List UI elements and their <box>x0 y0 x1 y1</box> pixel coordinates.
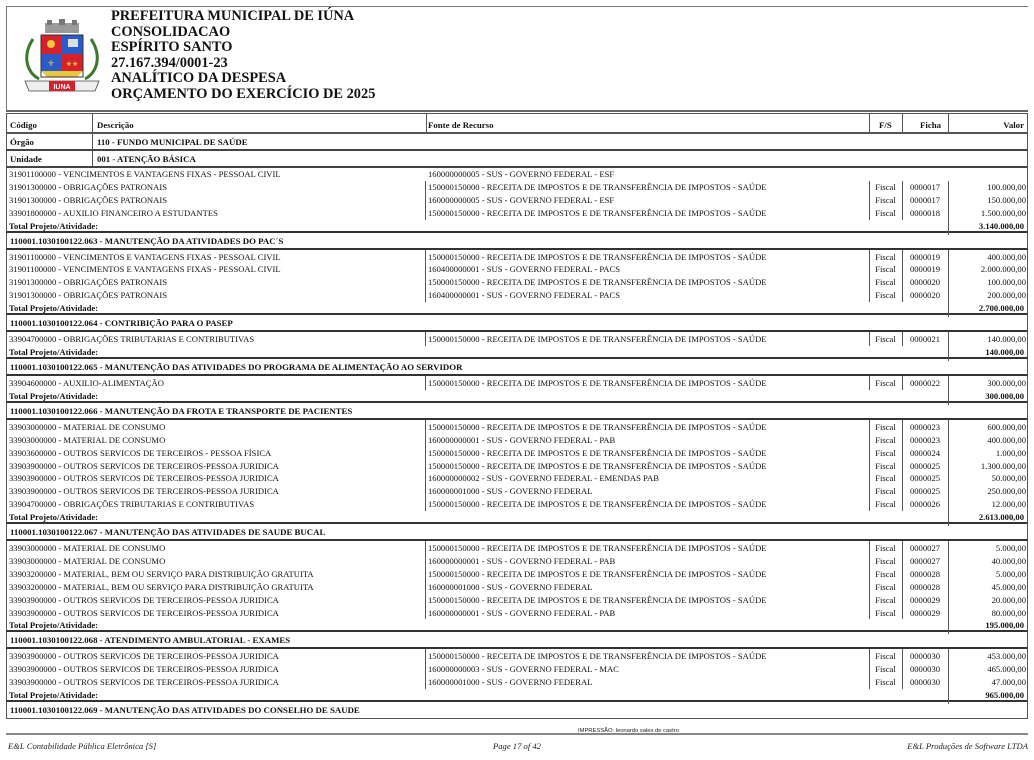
table-row <box>7 568 1029 581</box>
ficha-value: 0000024 <box>909 447 941 458</box>
table-row <box>7 434 1029 447</box>
fs-value: Fiscal <box>875 543 896 554</box>
fs-value: Fiscal <box>875 568 896 579</box>
amount-value: 453.000,00 <box>987 651 1026 662</box>
fs-value: Fiscal <box>875 264 896 275</box>
table-row <box>7 676 1029 689</box>
table-row <box>7 581 1029 594</box>
ficha-value: 0000025 <box>909 486 941 497</box>
project-group-continued <box>6 168 1028 220</box>
amount-value: 12.000,00 <box>991 499 1026 510</box>
svg-text:⚜: ⚜ <box>47 59 55 68</box>
fs-value: Fiscal <box>875 677 896 688</box>
col-fonte: Fonte de Recurso <box>428 120 494 130</box>
fs-value: Fiscal <box>875 486 896 497</box>
fs-value: Fiscal <box>875 499 896 510</box>
resource-source: 150000150000 - RECEITA DE IMPOSTOS E DE TRANSFERÊNCIA DE IMPOSTOS - SAÚDE <box>428 447 767 458</box>
resource-source: 150000150000 - RECEITA DE IMPOSTOS E DE TRANSFERÊNCIA DE IMPOSTOS - SAÚDE <box>428 277 767 288</box>
state-name: ESPÍRITO SANTO <box>111 39 233 56</box>
resource-source: 160000001000 - SUS - GOVERNO FEDERAL <box>428 486 593 497</box>
expense-description: 33903900000 - OUTROS SERVICOS DE TERCEIROS-PESSOA JURIDICA <box>9 486 279 497</box>
printed-by: IMPRESSÃO: leonardo sales de castro <box>578 728 679 734</box>
project-title: 110001.1030100122.066 - MANUTENÇÃO DA FROTA E TRANSPORTE DE PACIENTES <box>10 405 353 416</box>
project-total-value: 2.700.000,00 <box>978 303 1024 314</box>
resource-source: 150000150000 - RECEITA DE IMPOSTOS E DE TRANSFERÊNCIA DE IMPOSTOS - SAÚDE <box>428 651 767 662</box>
project-total-row: Total Projeto/Atividade: 140.000,00 <box>6 346 1028 359</box>
amount-value: 1.000,00 <box>995 447 1026 458</box>
project-items <box>6 420 1028 511</box>
table-row <box>7 542 1029 555</box>
fs-value: Fiscal <box>875 194 896 205</box>
project-title: 110001.1030100122.067 - MANUTENÇÃO DAS ATIVIDADES DE SAUDE BUCAL <box>10 527 326 538</box>
project-total-row: Total Projeto/Atividade: 2.700.000,00 <box>6 302 1028 315</box>
resource-source: 160000000001 - SUS - GOVERNO FEDERAL - PAB <box>428 556 616 567</box>
fs-value: Fiscal <box>875 251 896 262</box>
fs-value: Fiscal <box>875 207 896 218</box>
project-title: 110001.1030100122.064 - CONTRIBIÇÃO PARA O PASEP <box>10 318 233 329</box>
project-total-row: Total Projeto/Atividade: 2.613.000,00 <box>6 511 1028 524</box>
project-title: 110001.1030100122.068 - ATENDIMENTO AMBULATORIAL - EXAMES <box>10 635 291 646</box>
orgao-value: 110 - FUNDO MUNICIPAL DE SAÚDE <box>97 137 248 147</box>
resource-source: 160000000003 - SUS - GOVERNO FEDERAL - MAC <box>428 664 619 675</box>
ficha-value: 0000023 <box>909 434 941 445</box>
expense-description: 31901300000 - OBRIGAÇÕES PATRONAIS <box>9 194 167 205</box>
resource-source: 150000150000 - RECEITA DE IMPOSTOS E DE TRANSFERÊNCIA DE IMPOSTOS - SAÚDE <box>428 207 767 218</box>
fs-value: Fiscal <box>875 447 896 458</box>
expense-description: 33901800000 - AUXILIO FINANCEIRO A ESTUDANTES <box>9 207 218 218</box>
table-row <box>7 447 1029 460</box>
amount-value: 140.000,00 <box>987 334 1026 345</box>
project-total-value: 140.000,00 <box>985 347 1024 358</box>
page-number: Page 17 of 42 <box>493 741 541 751</box>
fs-value: Fiscal <box>875 290 896 301</box>
resource-source: 150000150000 - RECEITA DE IMPOSTOS E DE TRANSFERÊNCIA DE IMPOSTOS - SAÚDE <box>428 421 767 432</box>
project-title-row <box>6 315 1028 332</box>
project-items <box>6 541 1028 619</box>
table-row <box>7 168 1029 181</box>
ficha-value: 0000030 <box>909 651 941 662</box>
project-title-row <box>6 524 1028 541</box>
expense-description: 31901100000 - VENCIMENTOS E VANTAGENS FIXAS - PESSOAL CIVIL <box>9 251 281 262</box>
resource-source: 160000000005 - SUS - GOVERNO FEDERAL - ESF <box>428 169 615 179</box>
amount-value: 200.000,00 <box>987 290 1026 301</box>
expense-description: 33903900000 - OUTROS SERVICOS DE TERCEIROS-PESSOA JURIDICA <box>9 473 279 484</box>
amount-value: 45.000,00 <box>991 581 1026 592</box>
amount-value: 20.000,00 <box>991 594 1026 605</box>
project-total-value: 3.140.000,00 <box>978 220 1024 231</box>
ficha-value: 0000021 <box>909 334 941 345</box>
expense-description: 31901100000 - VENCIMENTOS E VANTAGENS FIXAS - PESSOAL CIVIL <box>9 169 281 179</box>
report-entity: CONSOLIDACAO <box>111 23 231 40</box>
table-row <box>7 377 1029 390</box>
amount-value: 100.000,00 <box>987 277 1026 288</box>
amount-value: 2.000.000,00 <box>980 264 1026 275</box>
col-valor: Valor <box>1003 120 1024 130</box>
project-items <box>6 250 1028 303</box>
expense-description: 33903900000 - OUTROS SERVICOS DE TERCEIROS-PESSOA JURIDICA <box>9 607 279 618</box>
col-descricao: Descrição <box>97 120 134 130</box>
project-title: 110001.1030100122.065 - MANUTENÇÃO DAS ATIVIDADES DO PROGRAMA DE ALIMENTAÇÃO AO SERVIDOR <box>10 362 463 373</box>
resource-source: 150000150000 - RECEITA DE IMPOSTOS E DE TRANSFERÊNCIA DE IMPOSTOS - SAÚDE <box>428 460 767 471</box>
amount-value: 600.000,00 <box>987 421 1026 432</box>
table-row <box>7 194 1029 207</box>
project-total-value: 965.000,00 <box>985 690 1024 701</box>
project-items <box>6 332 1028 346</box>
ficha-value: 0000029 <box>909 607 941 618</box>
table-column-header <box>6 113 1028 134</box>
table-row <box>7 289 1029 302</box>
svg-text:★★: ★★ <box>65 60 79 68</box>
svg-text:IUNA: IUNA <box>53 84 71 91</box>
amount-value: 5.000,00 <box>995 568 1026 579</box>
fs-value: Fiscal <box>875 473 896 484</box>
expense-description: 33903600000 - OUTROS SERVICOS DE TERCEIROS - PESSOA FÍSICA <box>9 447 272 458</box>
project-title-row <box>6 632 1028 649</box>
project-items <box>6 649 1028 689</box>
project-total-row: Total Projeto/Atividade: 3.140.000,00 <box>6 220 1028 233</box>
resource-source: 160000001000 - SUS - GOVERNO FEDERAL <box>428 677 593 688</box>
ficha-value: 0000029 <box>909 594 941 605</box>
report-header <box>6 6 1028 112</box>
report-title: ANALÍTICO DA DESPESA <box>111 70 287 87</box>
amount-value: 40.000,00 <box>991 556 1026 567</box>
footer-left: E&L Contabilidade Pública Eletrônica [S] <box>8 741 157 751</box>
project-total-value: 300.000,00 <box>985 390 1024 401</box>
project-items <box>6 376 1028 390</box>
resource-source: 150000150000 - RECEITA DE IMPOSTOS E DE TRANSFERÊNCIA DE IMPOSTOS - SAÚDE <box>428 499 767 510</box>
amount-value: 150.000,00 <box>987 194 1026 205</box>
ficha-value: 0000028 <box>909 568 941 579</box>
fs-value: Fiscal <box>875 664 896 675</box>
ficha-value: 0000025 <box>909 460 941 471</box>
expense-description: 33903000000 - MATERIAL DE CONSUMO <box>9 434 166 445</box>
expense-description: 33903000000 - MATERIAL DE CONSUMO <box>9 421 166 432</box>
resource-source: 150000150000 - RECEITA DE IMPOSTOS E DE TRANSFERÊNCIA DE IMPOSTOS - SAÚDE <box>428 334 767 345</box>
resource-source: 150000150000 - RECEITA DE IMPOSTOS E DE TRANSFERÊNCIA DE IMPOSTOS - SAÚDE <box>428 251 767 262</box>
project-title-row: 110001.1030100122.069 - MANUTENÇÃO DAS ATIVIDADES DO CONSELHO DE SAUDE <box>6 702 1028 719</box>
fs-value: Fiscal <box>875 594 896 605</box>
amount-value: 400.000,00 <box>987 434 1026 445</box>
table-row <box>7 263 1029 276</box>
amount-value: 1.500.000,00 <box>980 207 1026 218</box>
table-row <box>7 607 1029 620</box>
fs-value: Fiscal <box>875 334 896 345</box>
expense-description: 33903000000 - MATERIAL DE CONSUMO <box>9 543 166 554</box>
resource-source: 150000150000 - RECEITA DE IMPOSTOS E DE TRANSFERÊNCIA DE IMPOSTOS - SAÚDE <box>428 378 767 389</box>
col-fs: F/S <box>879 120 892 130</box>
expense-description: 33903900000 - OUTROS SERVICOS DE TERCEIROS-PESSOA JURIDICA <box>9 594 279 605</box>
fs-value: Fiscal <box>875 378 896 389</box>
header-text-block <box>111 9 375 103</box>
ficha-value: 0000019 <box>909 251 941 262</box>
project-total-value: 195.000,00 <box>985 620 1024 631</box>
municipality-name: PREFEITURA MUNICIPAL DE IÚNA <box>111 8 355 24</box>
expense-description: 31901300000 - OBRIGAÇÕES PATRONAIS <box>9 277 167 288</box>
ficha-value: 0000017 <box>909 194 941 205</box>
project-total-row: Total Projeto/Atividade: 300.000,00 <box>6 390 1028 403</box>
fs-value: Fiscal <box>875 421 896 432</box>
footer-right: E&L Produções de Software LTDA <box>907 741 1028 751</box>
fs-value: Fiscal <box>875 434 896 445</box>
amount-value: 465.000,00 <box>987 664 1026 675</box>
fs-value: Fiscal <box>875 651 896 662</box>
expense-description: 31901100000 - VENCIMENTOS E VANTAGENS FIXAS - PESSOAL CIVIL <box>9 264 281 275</box>
cnpj: 27.167.394/0001-23 <box>111 54 228 71</box>
ficha-value: 0000017 <box>909 181 941 192</box>
amount-value: 300.000,00 <box>987 378 1026 389</box>
project-title-row <box>6 359 1028 376</box>
col-codigo: Código <box>10 120 37 130</box>
ficha-value: 0000030 <box>909 677 941 688</box>
amount-value: 5.000,00 <box>995 543 1026 554</box>
project-total-row: Total Projeto/Atividade: 965.000,00 <box>6 689 1028 702</box>
project-title-row <box>6 403 1028 420</box>
ficha-value: 0000028 <box>909 581 941 592</box>
budget-year-title: ORÇAMENTO DO EXERCÍCIO DE 2025 <box>111 85 376 102</box>
table-row <box>7 472 1029 485</box>
col-ficha: Ficha <box>920 120 942 130</box>
fs-value: Fiscal <box>875 556 896 567</box>
resource-source: 150000150000 - RECEITA DE IMPOSTOS E DE TRANSFERÊNCIA DE IMPOSTOS - SAÚDE <box>428 181 767 192</box>
ficha-value: 0000019 <box>909 264 941 275</box>
expense-description: 33904700000 - OBRIGAÇÕES TRIBUTARIAS E CONTRIBUTIVAS <box>9 499 255 510</box>
expense-description: 33903900000 - OUTROS SERVICOS DE TERCEIROS-PESSOA JURIDICA <box>9 677 279 688</box>
ficha-value: 0000023 <box>909 421 941 432</box>
amount-value: 80.000,00 <box>991 607 1026 618</box>
resource-source: 160000000001 - SUS - GOVERNO FEDERAL - PAB <box>428 607 616 618</box>
ficha-value: 0000020 <box>909 277 941 288</box>
amount-value: 1.300.000,00 <box>980 460 1026 471</box>
amount-value: 47.000,00 <box>991 677 1026 688</box>
unidade-row: Unidade 001 - ATENÇÃO BÁSICA <box>6 151 1028 168</box>
expense-description: 33903000000 - MATERIAL DE CONSUMO <box>9 556 166 567</box>
ficha-value: 0000027 <box>909 543 941 554</box>
table-row <box>7 498 1029 511</box>
resource-source: 160000000005 - SUS - GOVERNO FEDERAL - ESF <box>428 194 615 205</box>
fs-value: Fiscal <box>875 460 896 471</box>
resource-source: 160000000001 - SUS - GOVERNO FEDERAL - PAB <box>428 434 616 445</box>
expense-description: 33903900000 - OUTROS SERVICOS DE TERCEIROS-PESSOA JURIDICA <box>9 651 279 662</box>
table-row <box>7 555 1029 568</box>
table-row <box>7 421 1029 434</box>
expense-description: 33903200000 - MATERIAL, BEM OU SERVIÇO PARA DISTRIBUIÇÃO GRATUITA <box>9 581 314 592</box>
expense-description: 31901300000 - OBRIGAÇÕES PATRONAIS <box>9 181 167 192</box>
table-row <box>7 276 1029 289</box>
resource-source: 150000150000 - RECEITA DE IMPOSTOS E DE TRANSFERÊNCIA DE IMPOSTOS - SAÚDE <box>428 594 767 605</box>
ficha-value: 0000018 <box>909 207 941 218</box>
resource-source: 160400000001 - SUS - GOVERNO FEDERAL - PACS <box>428 290 621 301</box>
expense-description: 33904600000 - AUXILIO-ALIMENTAÇÃO <box>9 378 164 389</box>
fs-value: Fiscal <box>875 581 896 592</box>
project-total-row: Total Projeto/Atividade: 195.000,00 <box>6 619 1028 632</box>
orgao-row: Órgão 110 - FUNDO MUNICIPAL DE SAÚDE <box>6 134 1028 151</box>
fs-value: Fiscal <box>875 607 896 618</box>
amount-value: 400.000,00 <box>987 251 1026 262</box>
ficha-value: 0000020 <box>909 290 941 301</box>
table-row <box>7 594 1029 607</box>
municipal-coat-of-arms-icon <box>19 19 105 95</box>
expense-description: 31901300000 - OBRIGAÇÕES PATRONAIS <box>9 290 167 301</box>
table-row <box>7 650 1029 663</box>
table-row <box>7 663 1029 676</box>
table-row <box>7 181 1029 194</box>
expense-description: 33904700000 - OBRIGAÇÕES TRIBUTARIAS E CONTRIBUTIVAS <box>9 334 255 345</box>
resource-source: 160400000001 - SUS - GOVERNO FEDERAL - PACS <box>428 264 621 275</box>
unidade-value: 001 - ATENÇÃO BÁSICA <box>97 154 196 164</box>
expense-table <box>6 113 1028 719</box>
table-row <box>7 333 1029 346</box>
amount-value: 250.000,00 <box>987 486 1026 497</box>
fs-value: Fiscal <box>875 181 896 192</box>
project-title-row <box>6 233 1028 250</box>
fs-value: Fiscal <box>875 277 896 288</box>
expense-description: 33903200000 - MATERIAL, BEM OU SERVIÇO PARA DISTRIBUIÇÃO GRATUITA <box>9 568 314 579</box>
resource-source: 160000000002 - SUS - GOVERNO FEDERAL - EMENDAS PAB <box>428 473 659 484</box>
amount-value: 50.000,00 <box>991 473 1026 484</box>
table-row <box>7 251 1029 264</box>
ficha-value: 0000027 <box>909 556 941 567</box>
project-total-value: 2.613.000,00 <box>978 512 1024 523</box>
ficha-value: 0000025 <box>909 473 941 484</box>
table-row <box>7 207 1029 220</box>
resource-source: 150000150000 - RECEITA DE IMPOSTOS E DE TRANSFERÊNCIA DE IMPOSTOS - SAÚDE <box>428 543 767 554</box>
expense-description: 33903900000 - OUTROS SERVICOS DE TERCEIROS-PESSOA JURIDICA <box>9 664 279 675</box>
resource-source: 160000001000 - SUS - GOVERNO FEDERAL <box>428 581 593 592</box>
footer-divider <box>6 733 1028 735</box>
project-title: 110001.1030100122.063 - MANUTENÇÃO DA ATIVIDADES DO PAC´S <box>10 235 284 246</box>
ficha-value: 0000026 <box>909 499 941 510</box>
expense-description: 33903900000 - OUTROS SERVICOS DE TERCEIROS-PESSOA JURIDICA <box>9 460 279 471</box>
table-row <box>7 460 1029 473</box>
amount-value: 100.000,00 <box>987 181 1026 192</box>
ficha-value: 0000022 <box>909 378 941 389</box>
ficha-value: 0000030 <box>909 664 941 675</box>
table-row <box>7 485 1029 498</box>
resource-source: 150000150000 - RECEITA DE IMPOSTOS E DE TRANSFERÊNCIA DE IMPOSTOS - SAÚDE <box>428 568 767 579</box>
